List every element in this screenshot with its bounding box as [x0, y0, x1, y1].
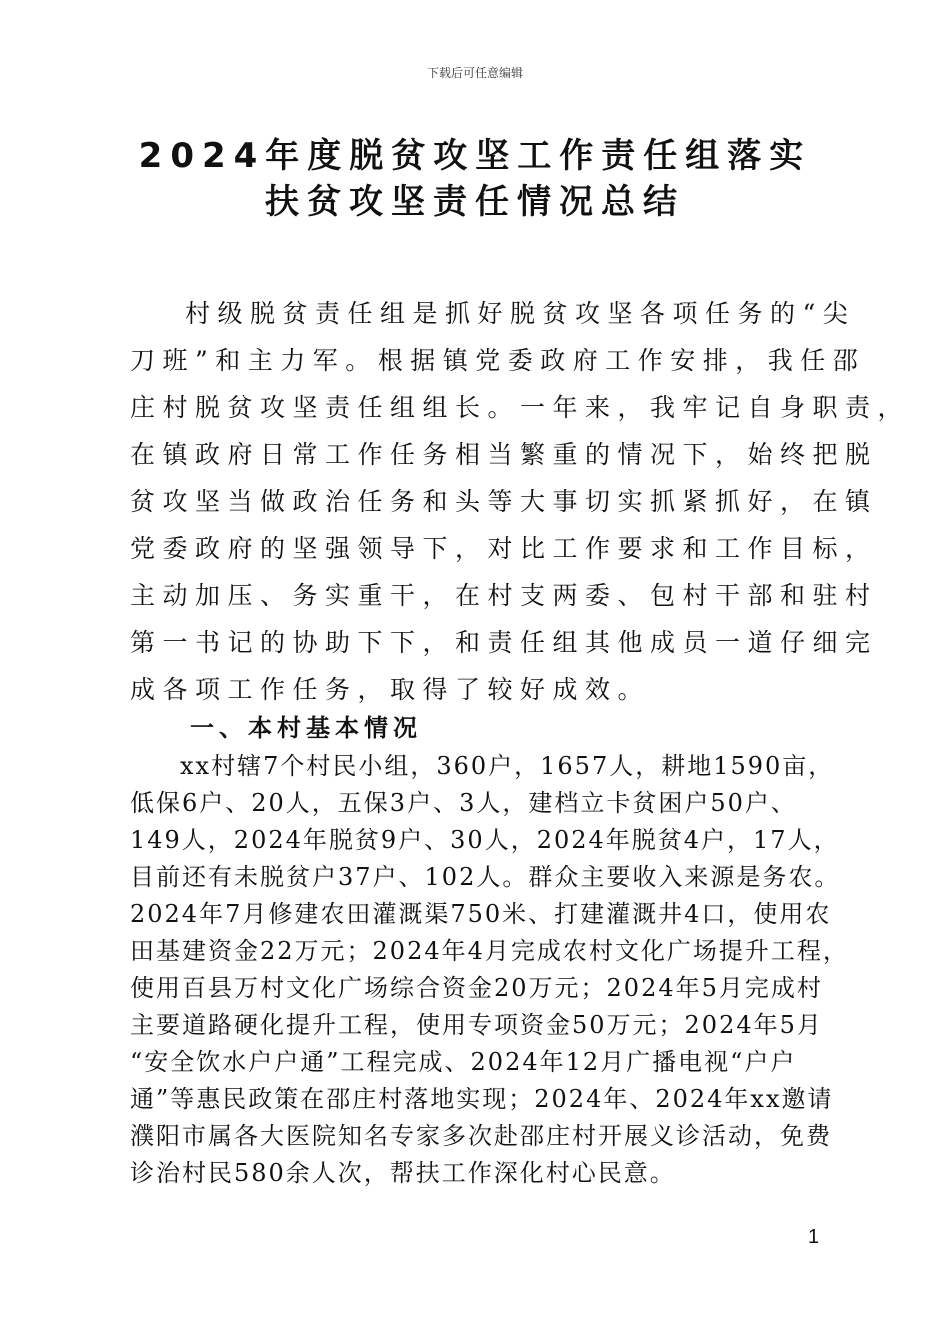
paragraph-line: 主要道路硬化提升工程，使用专项资金50万元；2024年5月	[130, 1011, 823, 1039]
paragraph-line: “安全饮水户户通”工程完成、2024年12月广播电视“户户	[130, 1048, 797, 1076]
paragraph-line: 149人，2024年脱贫9户、30人，2024年脱贫4户，17人，	[130, 826, 840, 854]
paragraph-line: 通”等惠民政策在邵庄村落地实现；2024年、2024年xx邀请	[130, 1085, 834, 1113]
paragraph-line: 成各项工作任务，取得了较好成效。	[130, 675, 651, 704]
document-title-line-1: 2024年度脱贫攻坚工作责任组落实	[138, 136, 812, 176]
paragraph-line: xx村辖7个村民小组，360户，1657人，耕地1590亩，	[180, 752, 835, 780]
paragraph-line: 村级脱贫责任组是抓好脱贫攻坚各项任务的“尖	[185, 299, 856, 328]
section-heading: 一、本村基本情况	[190, 714, 422, 742]
paragraph-line: 贫攻坚当做政治任务和头等大事切实抓紧抓好，在镇	[130, 487, 878, 516]
paragraph-line: 主动加压、务实重干，在村支两委、包村干部和驻村	[130, 581, 878, 610]
paragraph-line: 诊治村民580余人次，帮扶工作深化村心民意。	[130, 1159, 676, 1187]
paragraph-line: 濮阳市属各大医院知名专家多次赴邵庄村开展义诊活动，免费	[130, 1122, 832, 1150]
paragraph-line: 使用百县万村文化广场综合资金20万元；2024年5月完成村	[130, 974, 823, 1002]
paragraph-line: 目前还有未脱贫户37户、102人。群众主要收入来源是务农。	[130, 863, 841, 891]
paragraph-line: 庄村脱贫攻坚责任组组长。一年来，我牢记自身职责，	[130, 393, 911, 422]
paragraph-line: 低保6户、20人，五保3户、3人，建档立卡贫困户50户、	[130, 789, 797, 817]
header-note: 下载后可任意编辑	[426, 66, 523, 80]
paragraph-line: 田基建资金22万元；2024年4月完成农村文化广场提升工程，	[130, 937, 849, 965]
paragraph-line: 2024年7月修建农田灌溉渠750米、打建灌溉井4口，使用农	[130, 900, 832, 928]
paragraph-line: 党委政府的坚强领导下，对比工作要求和工作目标，	[130, 534, 878, 563]
paragraph-line: 在镇政府日常工作任务相当繁重的情况下，始终把脱	[130, 440, 878, 469]
document-title-line-2: 扶贫攻坚责任情况总结	[265, 182, 685, 222]
paragraph-line: 刀班”和主力军。根据镇党委政府工作安排，我任邵	[130, 346, 866, 375]
page-number: 1	[808, 1226, 820, 1248]
paragraph-line: 第一书记的协助下下，和责任组其他成员一道仔细完	[130, 628, 878, 657]
